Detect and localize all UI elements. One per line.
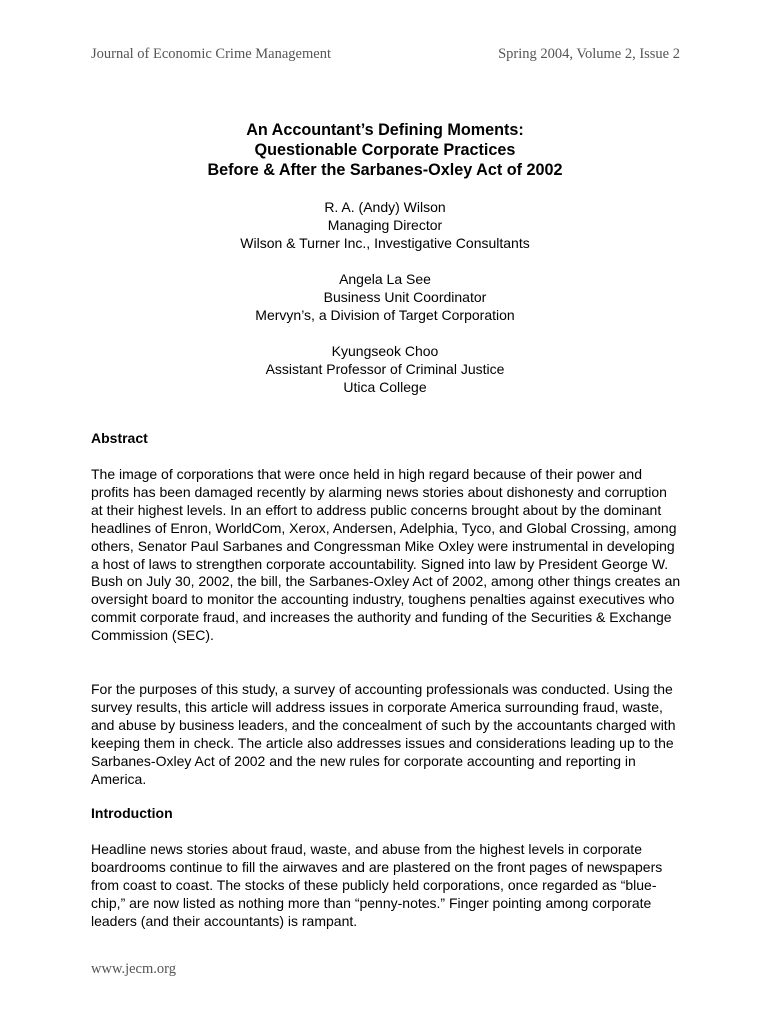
introduction-heading: Introduction	[91, 805, 173, 821]
author-affiliation: Mervyn’s, a Division of Target Corporation	[255, 307, 515, 323]
running-header	[91, 46, 680, 63]
author-name: Kyungseok Choo	[331, 343, 439, 359]
author-role: Managing Director	[327, 217, 443, 233]
abstract-heading: Abstract	[91, 430, 148, 446]
abstract-paragraph	[91, 681, 681, 788]
title-line: Before & After the Sarbanes-Oxley Act of 2002	[207, 161, 563, 179]
author-name: R. A. (Andy) Wilson	[324, 199, 446, 215]
author-affiliation: Utica College	[343, 379, 427, 395]
introduction-paragraph-text: Headline news stories about fraud, waste, and abuse from the highest levels in corporate boardrooms continue to fill the airwaves and are plastered on the front pages of newspapers from coast to coast. The stocks of these publicly held corporations, once regarded as “blue-chip,” are now listed as nothing more than “penny-notes.” Finger pointing among corporate leaders (and their accountants) is rampant.	[91, 841, 663, 929]
author-block	[0, 270, 770, 324]
journal-name: Journal of Economic Crime Management	[91, 46, 331, 62]
author-affiliation: Wilson & Turner Inc., Investigative Consultants	[240, 235, 530, 251]
abstract-paragraph-text: For the purposes of this study, a survey of accounting professionals was conducted. Using the survey results, this article will address issues in corporate America surrounding fraud, waste, and abuse by business leaders, and the concealment of such by the accountants charged with keeping them in check. The article also addresses issues and considerations leading up to the Sarbanes-Oxley Act of 2002 and the new rules for corporate accounting and reporting in America.	[91, 681, 676, 787]
abstract-paragraph	[91, 466, 681, 645]
author-role: Assistant Professor of Criminal Justice	[265, 361, 505, 377]
author-block	[0, 342, 770, 396]
footer-url	[91, 961, 176, 978]
author-block	[0, 198, 770, 252]
issue-info: Spring 2004, Volume 2, Issue 2	[498, 46, 680, 62]
article-title	[0, 120, 770, 180]
introduction-paragraph	[91, 841, 681, 931]
title-line: An Accountant’s Defining Moments:	[246, 121, 524, 139]
author-role: Business Unit Coordinator	[323, 289, 487, 305]
introduction-heading-wrap	[91, 805, 681, 823]
abstract-paragraph-text: The image of corporations that were once held in high regard because of their power and profits has been damaged recently by alarming news stories about dishonesty and corruption at their highest levels. In an effort to address public concerns brought about by the dominant headlines of Enron, WorldCom, Xerox, Andersen, Adelphia, Tyco, and Global Crossing, among others, Senator Paul Sarbanes and Congressman Mike Oxley were instrumental in developing a host of laws to strengthen corporate accountability. Signed into law by President George W. Bush on July 30, 2002, the bill, the Sarbanes-Oxley Act of 2002, among other things creates an oversight board to monitor the accounting industry, toughens penalties against executives who commit corporate fraud, and increases the authority and funding of the Securities & Exchange Commission (SEC).	[91, 466, 681, 644]
journal-url: www.jecm.org	[91, 961, 176, 977]
author-list	[0, 198, 770, 414]
author-name: Angela La See	[339, 271, 431, 287]
title-line: Questionable Corporate Practices	[254, 141, 516, 159]
abstract-heading-wrap	[91, 430, 681, 448]
